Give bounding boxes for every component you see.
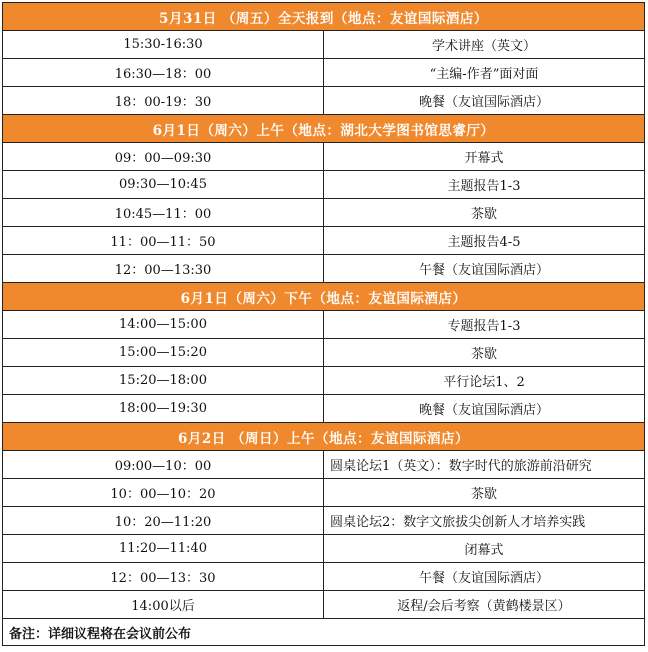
- time-cell: 10：00—10：20: [3, 479, 324, 507]
- note-text: 备注：详细议程将在会议前公布: [3, 619, 645, 646]
- time-cell: 18:00—19:30: [3, 395, 324, 423]
- table-row: [3, 507, 645, 535]
- event-cell: 闭幕式: [324, 535, 645, 563]
- table-row: [3, 227, 645, 255]
- section-header: 6月1日（周六）上午（地点：湖北大学图书馆思睿厅）: [3, 115, 645, 143]
- schedule-body: [3, 3, 645, 646]
- table-row: [3, 199, 645, 227]
- event-cell: 晚餐（友谊国际酒店）: [324, 87, 645, 115]
- event-cell: 圆桌论坛1（英文）：数字时代的旅游前沿研究: [324, 451, 645, 479]
- table-row: [3, 311, 645, 339]
- table-row: [3, 479, 645, 507]
- section-header: 5月31日 （周五）全天报到（地点：友谊国际酒店）: [3, 3, 645, 31]
- event-cell: 主题报告4-5: [324, 227, 645, 255]
- event-cell: 午餐（友谊国际酒店）: [324, 563, 645, 591]
- event-cell: 开幕式: [324, 143, 645, 171]
- table-row: [3, 535, 645, 563]
- time-cell: 11:20—11:40: [3, 535, 324, 563]
- time-cell: 11：00—11：50: [3, 227, 324, 255]
- section-header-row: [3, 3, 645, 31]
- table-row: [3, 339, 645, 367]
- time-cell: 15:00—15:20: [3, 339, 324, 367]
- table-row: [3, 255, 645, 283]
- time-cell: 09:00—10：00: [3, 451, 324, 479]
- note-row: [3, 619, 645, 646]
- table-row: [3, 451, 645, 479]
- table-row: [3, 87, 645, 115]
- event-cell: 圆桌论坛2：数字文旅拔尖创新人才培养实践: [324, 507, 645, 535]
- section-header: 6月2日 （周日）上午（地点：友谊国际酒店）: [3, 423, 645, 451]
- time-cell: 15:30-16:30: [3, 31, 324, 59]
- section-header-row: [3, 423, 645, 451]
- time-cell: 18：00-19：30: [3, 87, 324, 115]
- table-row: [3, 591, 645, 619]
- table-row: [3, 395, 645, 423]
- event-cell: 茶歇: [324, 339, 645, 367]
- event-cell: 学术讲座（英文）: [324, 31, 645, 59]
- event-cell: 返程/会后考察（黄鹤楼景区）: [324, 591, 645, 619]
- section-header-row: [3, 115, 645, 143]
- schedule-table: [2, 2, 645, 646]
- time-cell: 15:20—18:00: [3, 367, 324, 395]
- table-row: [3, 563, 645, 591]
- table-row: [3, 367, 645, 395]
- time-cell: 09:30—10:45: [3, 171, 324, 199]
- time-cell: 12：00—13：30: [3, 563, 324, 591]
- table-row: [3, 59, 645, 87]
- time-cell: 12：00—13:30: [3, 255, 324, 283]
- time-cell: 10：20—11:20: [3, 507, 324, 535]
- time-cell: 14:00以后: [3, 591, 324, 619]
- section-header: 6月1日（周六）下午（地点：友谊国际酒店）: [3, 283, 645, 311]
- section-header-row: [3, 283, 645, 311]
- event-cell: 平行论坛1、2: [324, 367, 645, 395]
- event-cell: 茶歇: [324, 479, 645, 507]
- table-row: [3, 31, 645, 59]
- event-cell: 晚餐（友谊国际酒店）: [324, 395, 645, 423]
- time-cell: 09：00—09:30: [3, 143, 324, 171]
- event-cell: 午餐（友谊国际酒店）: [324, 255, 645, 283]
- time-cell: 14:00—15:00: [3, 311, 324, 339]
- table-row: [3, 143, 645, 171]
- event-cell: 茶歇: [324, 199, 645, 227]
- table-row: [3, 171, 645, 199]
- time-cell: 16:30—18：00: [3, 59, 324, 87]
- event-cell: 专题报告1-3: [324, 311, 645, 339]
- event-cell: “主编-作者”面对面: [324, 59, 645, 87]
- time-cell: 10:45—11：00: [3, 199, 324, 227]
- event-cell: 主题报告1-3: [324, 171, 645, 199]
